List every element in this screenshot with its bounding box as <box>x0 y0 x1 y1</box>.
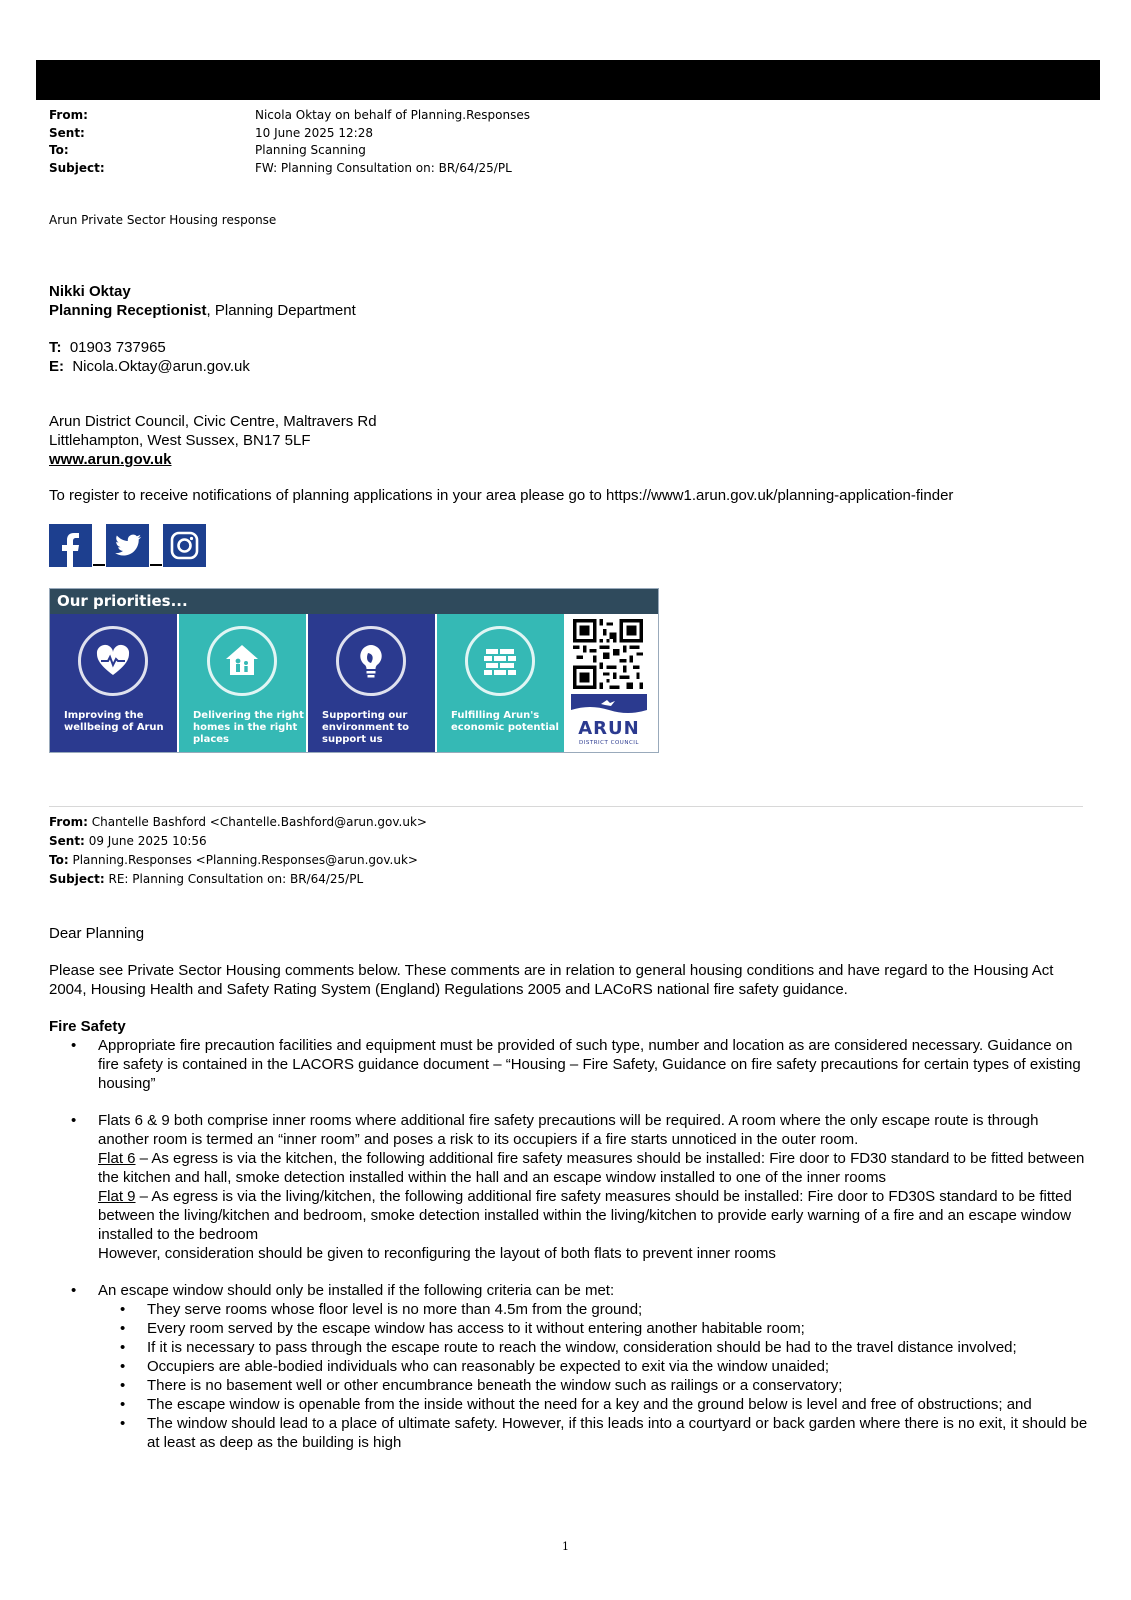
flats-conclusion: However, consideration should be given to reconfiguring the layout of both flats to prevent inner rooms <box>98 1245 776 1262</box>
twitter-icon[interactable] <box>106 524 149 567</box>
intro-line: Arun Private Sector Housing response <box>49 213 277 227</box>
flat-6-text: – As egress is via the kitchen, the following additional fire safety measures should be installed: Fire door to FD30 standard to be fitted between the kitchen and hall, smoke detection installed within the hall and an escape window installed to one of the inner rooms <box>98 1150 1085 1186</box>
criteria-item: • The window should lead to a place of ultimate safety. However, if this leads into a courtyard or back garden where there is no exit, it should be at least as deep as the building is high <box>98 1414 1089 1452</box>
phone-value: 01903 737965 <box>69 339 166 356</box>
fire-safety-list <box>49 1036 1089 1452</box>
fwd-subject-label: Subject: <box>49 872 105 886</box>
fwd-to-label: To: <box>49 853 69 867</box>
brick-wall-icon <box>465 626 535 696</box>
flat-6-label: Flat 6 <box>98 1150 136 1167</box>
social-links <box>49 524 206 567</box>
priority-label: Supporting our environment to support us <box>322 710 410 745</box>
banner-title: Our priorities... <box>50 589 658 614</box>
website-link[interactable]: www.arun.gov.uk <box>49 451 172 468</box>
to-value: Planning Scanning <box>255 143 366 157</box>
fwd-subject-value: RE: Planning Consultation on: BR/64/25/PL <box>108 872 364 886</box>
criteria-item: • Occupiers are able-bodied individuals who can reasonably be expected to exit via the window unaided; <box>98 1357 1089 1376</box>
priority-panel-economy <box>437 614 566 752</box>
criteria-item: • If it is necessary to pass through the escape route to reach the window, consideration should be had to the travel distance involved; <box>98 1338 1089 1357</box>
priorities-banner <box>49 588 659 753</box>
subject-value: FW: Planning Consultation on: BR/64/25/PL <box>255 160 512 175</box>
section-heading: Fire Safety <box>49 1018 126 1035</box>
facebook-icon[interactable] <box>49 524 92 567</box>
redaction-bar <box>36 60 1100 100</box>
page-number: 1 <box>562 1540 569 1553</box>
arun-logo <box>571 694 647 750</box>
signature-dept: , Planning Department <box>206 302 356 319</box>
sent-value: 10 June 2025 12:28 <box>255 125 373 140</box>
list-item <box>49 1111 1089 1263</box>
flat-9-note <box>98 1187 1089 1244</box>
address-line-2: Littlehampton, West Sussex, BN17 5LF <box>49 432 311 449</box>
subject-label: Subject: <box>49 160 105 175</box>
list-item <box>49 1281 1089 1452</box>
logo-subtext: DISTRICT COUNCIL <box>579 740 639 746</box>
social-separator <box>150 564 162 566</box>
instagram-icon[interactable] <box>163 524 206 567</box>
criteria-list <box>98 1300 1089 1452</box>
email-header <box>49 107 530 177</box>
to-label: To: <box>49 143 69 157</box>
lightbulb-leaf-icon <box>336 626 406 696</box>
signature-role: Planning Receptionist <box>49 302 207 319</box>
priority-panel-wellbeing <box>50 614 179 752</box>
qr-logo-panel <box>566 614 650 752</box>
criteria-item: • There is no basement well or other encumbrance beneath the window such as railings or a conservatory; <box>98 1376 1089 1395</box>
email-value[interactable]: Nicola.Oktay@arun.gov.uk <box>72 358 250 375</box>
message-divider <box>49 806 1083 807</box>
flat-6-note <box>98 1149 1089 1187</box>
priority-panel-homes <box>179 614 308 752</box>
priority-label: Improving the wellbeing of Arun <box>64 710 164 733</box>
logo-text: ARUN <box>578 718 640 739</box>
criteria-item: • Every room served by the escape window has access to it without entering another habitable room; <box>98 1319 1089 1338</box>
fwd-sent-value: 09 June 2025 10:56 <box>88 834 207 848</box>
heart-icon <box>78 626 148 696</box>
message-body <box>49 924 1089 1452</box>
criteria-intro: • An escape window should only be installed if the following criteria can be met: <box>98 1282 615 1299</box>
fwd-to-value: Planning.Responses <Planning.Responses@arun.gov.uk> <box>72 853 418 867</box>
register-line[interactable]: To register to receive notifications of planning applications in your area please go to https://www1.arun.gov.uk/planning-application-finder <box>49 487 954 504</box>
priority-label: Delivering the right homes in the right places <box>193 710 304 745</box>
address-line-1: Arun District Council, Civic Centre, Maltravers Rd <box>49 413 377 430</box>
priority-panel-environment <box>308 614 437 752</box>
greeting: Dear Planning <box>49 925 145 942</box>
fwd-sent-label: Sent: <box>49 834 85 848</box>
from-value: Nicola Oktay on behalf of Planning.Responses <box>255 108 530 122</box>
from-label: From: <box>49 108 88 122</box>
body-paragraph: Please see Private Sector Housing comments below. These comments are in relation to general housing conditions and have regard to the Housing Act 2004, Housing Health and Safety Rating System (England) Regulations 2005 and LACoRS national fire safety guidance. <box>49 962 1054 998</box>
phone-label: T: <box>49 339 62 356</box>
email-label: E: <box>49 358 64 375</box>
flat-9-text: – As egress is via the living/kitchen, the following additional fire safety measures should be installed: Fire door to FD30S standard to be fitted between the living/kitchen and bedroom, smoke detection installed within the living/kitchen to provide early warning of a fire and an escape window installed to the bedroom <box>98 1188 1072 1243</box>
sent-label: Sent: <box>49 125 85 140</box>
signature-block <box>49 282 377 469</box>
flats-intro: • Flats 6 & 9 both comprise inner rooms where additional fire safety precautions will be required. A room where the only escape route is through another room is termed an “inner room” and poses a risk to its occupiers if a fire starts unnoticed in the outer room. <box>98 1112 1039 1148</box>
criteria-item: • They serve rooms whose floor level is no more than 4.5m from the ground; <box>98 1300 1089 1319</box>
social-separator <box>93 564 105 566</box>
forwarded-header <box>49 813 427 889</box>
fwd-from-value: Chantelle Bashford <Chantelle.Bashford@arun.gov.uk> <box>91 815 427 829</box>
priority-label: Fulfilling Arun's economic potential <box>451 710 559 733</box>
fwd-from-label: From: <box>49 815 88 829</box>
flat-9-label: Flat 9 <box>98 1188 136 1205</box>
signature-name: Nikki Oktay <box>49 283 131 300</box>
list-item: • Appropriate fire precaution facilities and equipment must be provided of such type, number and location as are considered necessary. Guidance on fire safety is contained in the LACORS guidance document – “Housing – Fire Safety, Guidance on fire safety precautions for certain types of existing housing” <box>49 1036 1089 1093</box>
house-family-icon <box>207 626 277 696</box>
criteria-item: • The escape window is openable from the inside without the need for a key and the ground below is level and free of obstructions; and <box>98 1395 1089 1414</box>
qr-code-icon[interactable] <box>573 619 643 694</box>
